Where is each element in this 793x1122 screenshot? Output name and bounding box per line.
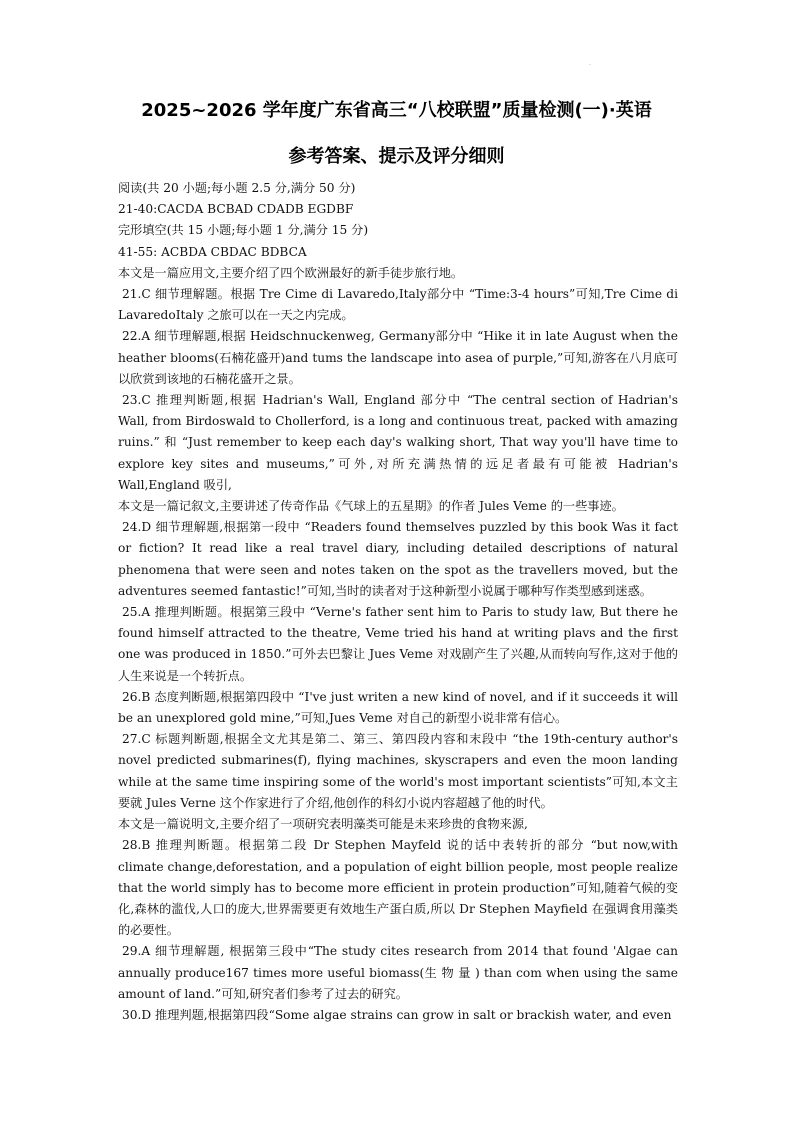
explanation-22: 22.A 细节理解题,根据 Heidschnuckenweg, Germany部分中 “Hike it in late August when the heather blooms(石楠花盛开)and tums the landscape into asea of purple,”可知,游客在八月底可以欣赏到该地的石楠花盛开之景。	[118, 329, 678, 386]
answer-key-reading: 21-40:CACDA BCBAD CDADB EGDBF	[118, 202, 354, 217]
section-header-cloze: 完形填空(共 15 小题;每小题 1 分,满分 15 分)	[118, 223, 369, 238]
answer-key-cloze: 41-55: ACBDA CBDAC BDBCA	[118, 244, 307, 259]
explanation-28: 28.B 推理判断题。根据第二段 Dr Stephen Mayfeld 说的话中表转折的部分 “but now,with climate change,deforestation, and a population of eight billion people, most people realize that the world simply has to become more efficient in protein production”可知,随着气候的变化,森林的滥伐,人口的庞大,世界需要更有效地生产蛋白质,所以 Dr Stephen Mayfield 在强调食用藻类的必要性。	[118, 838, 678, 938]
passage-summary-b: 本文是一篇记叙文,主要讲述了传奇作品《气球上的五星期》的作者 Jules Veme 的一些事迹。	[118, 499, 624, 514]
passage-summary-a: 本文是一篇应用文,主要介绍了四个欧洲最好的新手徒步旅行地。	[118, 265, 464, 280]
passage-summary-c: 本文是一篇说明文,主要介绍了一项研究表明藻类可能是未来珍贵的食物来源,	[118, 817, 528, 832]
document-title: 2025~2026 学年度广东省高三“八校联盟”质量检测(一)·英语	[141, 100, 652, 121]
document-subtitle: 参考答案、提示及评分细则	[288, 146, 505, 167]
document-body	[118, 178, 678, 1026]
explanation-26: 26.B 态度判断题,根据第四段中 “I've just writen a new kind of novel, and if it succeeds it will be an unexplored gold mine,”可知,Jues Veme 对自己的新型小说非常有信心。	[118, 689, 678, 726]
explanation-30: 30.D 推理判题,根据第四段“Some algae strains can grow in salt or brackish water, and even	[122, 1007, 672, 1022]
scan-speck: ·	[589, 62, 591, 69]
section-header-reading: 阅读(共 20 小题;每小题 2.5 分,满分 50 分)	[118, 181, 356, 195]
explanation-24: 24.D 细节理解题,根据第一段中 “Readers found themselves puzzled by this book Was it fact or fiction? It read like a real travel diary, including detailed descriptions of natural phenomena that were seen and notes taken on the spot as the travellers moved, but the adventures seemed fantastic!”可知,当时的读者对于这种新型小说属于哪种写作类型感到迷惑。	[118, 520, 678, 598]
explanation-21: 21.C 细节理解题。根据 Tre Cime di Lavaredo,Italy部分中 “Time:3-4 hours”可知,Tre Cime di LavaredoItaly 之旅可以在一天之内完成。	[118, 287, 678, 323]
explanation-25: 25.A 推理判断题。根据第三段中 “Verne's father sent him to Paris to study law, But there he found himself attracted to the theatre, Veme tried his hand at writing plavs and the first one was produced in 1850.”可外去巴黎让 Jues Veme 对戏剧产生了兴趣,从而转向写作,这对于他的人生来说是一个转折点。	[118, 605, 678, 683]
explanation-29: 29.A 细节理解题, 根据第三段中“The study cites research from 2014 that found 'Algae can annually produce167 times more useful biomass(生 物 量 ) than com when using the same amount of land.”可知,研究者们参考了过去的研究。	[118, 944, 678, 1001]
explanation-27: 27.C 标题判断题,根据全文尤其是第二、第三、第四段内容和末段中 “the 19th-century author's novel predicted submarines(f), flying machines, skyscrapers and even the moon landing while at the same time inspiring some of the world's most important scientists”可知,本文主要就 Jules Verne 这个作家进行了介绍,他创作的科幻小说内容超越了他的时代。	[118, 732, 678, 810]
explanation-23: 23.C 推理判断题,根据 Hadrian's Wall, England 部分中 “The central section of Hadrian's Wall, from Birdoswald to Chollerford, is a long and continuous treat, packed with amazing ruins.” 和 “Just remember to keep each day's walking short, That way you'll have time to explore key sites and museums,”可外,对所充满热情的远足者最有可能被 Hadrian's Wall,England 吸引,	[118, 393, 678, 492]
